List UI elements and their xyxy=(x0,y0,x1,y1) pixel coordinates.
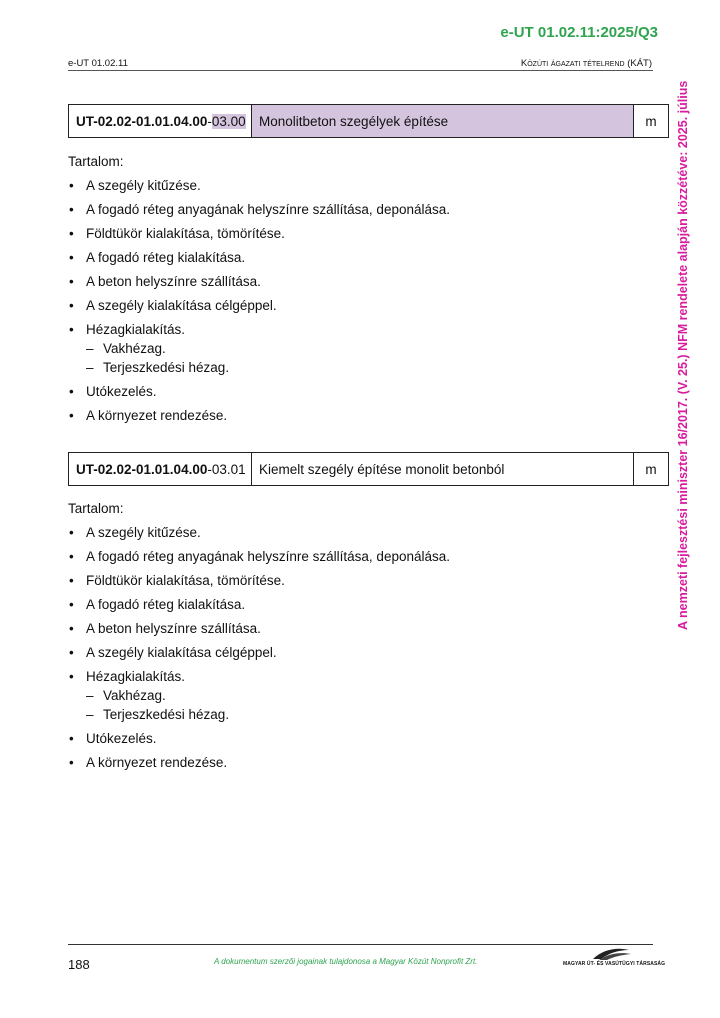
wing-icon xyxy=(563,947,655,961)
footer-divider xyxy=(68,944,653,945)
sub-list-item: – Terjeszkedési hézag. xyxy=(86,707,450,722)
item-unit: m xyxy=(645,461,657,477)
item-code-main: UT-02.02-01.01.04.00 xyxy=(76,113,208,129)
item-unit: m xyxy=(645,113,657,129)
tartalom-label: Tartalom: xyxy=(68,501,124,516)
item-code xyxy=(69,105,252,137)
list-item: • A fogadó réteg kialakítása. xyxy=(68,250,450,265)
sub-list-item: – Vakhézag. xyxy=(86,688,450,703)
item-table-2 xyxy=(68,452,669,486)
item-code-main: UT-02.02-01.01.04.00 xyxy=(76,461,208,477)
item-code xyxy=(69,453,252,485)
list-item xyxy=(68,322,450,375)
list-item: • A fogadó réteg kialakítása. xyxy=(68,597,450,612)
list-item xyxy=(68,669,450,722)
item-table-1 xyxy=(68,104,669,138)
list-item: • A szegély kialakítása célgéppel. xyxy=(68,298,450,313)
list-item: • Utókezelés. xyxy=(68,731,450,746)
item-code-suffix: 03.00 xyxy=(211,113,246,129)
item-content-1 xyxy=(68,154,450,432)
sub-list xyxy=(86,688,450,722)
bullet-list xyxy=(68,525,450,770)
bullet-list xyxy=(68,178,450,423)
tartalom-label: Tartalom: xyxy=(68,154,124,169)
item-code-dash: - xyxy=(207,113,212,129)
item-code-suffix: 03.01 xyxy=(211,461,246,477)
logo-text: MAGYAR ÚT- ÉS VASÚTÜGYI TÁRSASÁG xyxy=(563,961,666,967)
item-code-dash: - xyxy=(207,461,212,477)
list-item: • Utókezelés. xyxy=(68,384,450,399)
sub-list-item: – Terjeszkedési hézag. xyxy=(86,360,450,375)
list-item: • A szegély kitűzése. xyxy=(68,525,450,540)
society-logo xyxy=(563,947,666,969)
list-item: • Földtükör kialakítása, tömörítése. xyxy=(68,573,450,588)
list-item: • A szegély kialakítása célgéppel. xyxy=(68,645,450,660)
item-name: Monolitbeton szegélyek építése xyxy=(252,105,634,137)
item-content-2 xyxy=(68,501,450,779)
list-item: • A környezet rendezése. xyxy=(68,755,450,770)
page-number: 188 xyxy=(68,957,90,972)
side-publication-note: A nemzeti fejlesztési miniszter 16/2017. (V. 25.) NFM rendelete alapján közzétéve: 2025. július xyxy=(676,80,690,630)
list-item: • A fogadó réteg anyagának helyszínre szállítása, deponálása. xyxy=(68,202,450,217)
sub-list xyxy=(86,341,450,375)
list-item: • A beton helyszínre szállítása. xyxy=(68,621,450,636)
header-right: Közúti ágazati tételrend (KÁT) xyxy=(520,58,652,69)
copyright-notice: A dokumentum szerzői jogainak tulajdonosa a Magyar Közút Nonprofit Zrt. xyxy=(214,957,478,966)
list-item: • A szegély kitűzése. xyxy=(68,178,450,193)
header-left: e-UT 01.02.11 xyxy=(68,58,128,69)
list-item: • A fogadó réteg anyagának helyszínre szállítása, deponálása. xyxy=(68,549,450,564)
list-item: • Földtükör kialakítása, tömörítése. xyxy=(68,226,450,241)
list-item-label: Hézagkialakítás. xyxy=(86,669,186,684)
header-divider xyxy=(68,70,653,71)
item-name: Kiemelt szegély építése monolit betonból xyxy=(252,453,634,485)
document-code: e-UT 01.02.11:2025/Q3 xyxy=(500,24,658,41)
list-item: • A környezet rendezése. xyxy=(68,408,450,423)
list-item-label: Hézagkialakítás. xyxy=(86,322,186,337)
list-item: • A beton helyszínre szállítása. xyxy=(68,274,450,289)
sub-list-item: – Vakhézag. xyxy=(86,341,450,356)
